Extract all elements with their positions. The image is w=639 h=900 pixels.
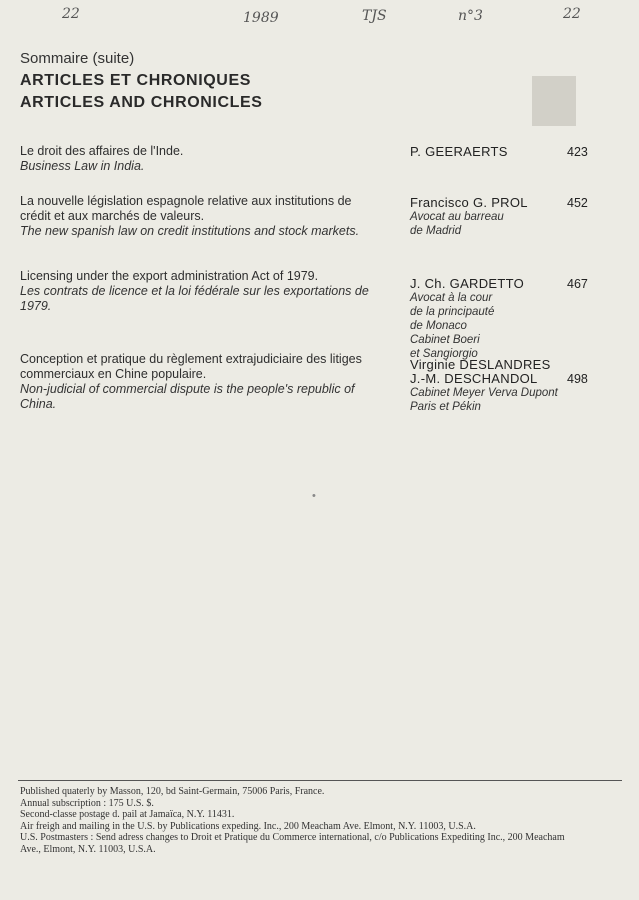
article-3-affiliation-line: Cabinet Boeri [410, 334, 480, 346]
article-3-affiliation-line: de la principauté [410, 306, 495, 318]
article-1-author: P. GEERAERTS [410, 144, 508, 159]
article-4-affiliation-line: Cabinet Meyer Verva Dupont [410, 387, 558, 399]
article-2 [20, 194, 380, 239]
article-2-french-title: La nouvelle législation espagnole relative aux institutions de crédit et aux marchés de valeurs. [20, 194, 352, 223]
article-3-author-block [410, 277, 580, 361]
handwritten-annotation-4: n°3 [458, 8, 483, 24]
article-2-author-block [410, 196, 580, 238]
article-4-french-title: Conception et pratique du règlement extrajudiciaire des litiges commerciaux en Chine populaire. [20, 352, 362, 381]
article-3-affiliation-line: et Sangiorgio [410, 348, 478, 360]
article-3-author: J. Ch. GARDETTO [410, 276, 525, 291]
article-4-english-title: Non-judicial of commercial dispute is the people's republic of China. [20, 382, 355, 411]
footer-line: Air freigh and mailing in the U.S. by Publications expeding. Inc., 200 Meacham Ave. Elmont, N.Y. 11003, U.S.A. [20, 820, 476, 832]
article-2-affiliation-line: Avocat au barreau [410, 211, 504, 223]
footer-rule [18, 780, 622, 781]
article-2-affiliation-line: de Madrid [410, 225, 462, 237]
article-1-author-block [410, 145, 580, 159]
article-3-affiliation-line: de Monaco [410, 320, 467, 332]
article-1-page-number: 423 [567, 145, 588, 159]
bleed-through-logo [532, 76, 576, 126]
handwritten-annotation-2: 1989 [243, 10, 279, 26]
article-3-page-number: 467 [567, 277, 588, 291]
article-1-french-title: Le droit des affaires de l'Inde. [20, 144, 184, 158]
article-2-author: Francisco G. PROL [410, 195, 528, 210]
heading-french: ARTICLES ET CHRONIQUES [20, 72, 251, 89]
article-3-english-title: Les contrats de licence et la loi fédérale sur les exportations de 1979. [20, 284, 369, 313]
footer-line: U.S. Postmasters : Send adress changes to Droit et Pratique du Commerce international, c/o Publications Expediting Inc., 200 Meacham Ave., Elmont, N.Y. 11003, U.S.A. [20, 832, 565, 855]
article-3-french-title: Licensing under the export administration Act of 1979. [20, 269, 319, 283]
publication-footer [20, 786, 580, 855]
article-3 [20, 269, 380, 314]
article-4-author-block [410, 358, 580, 414]
footer-line: Published quaterly by Masson, 120, bd Saint-Germain, 75006 Paris, France. [20, 786, 325, 797]
article-1 [20, 144, 380, 174]
article-2-english-title: The new spanish law on credit institutions and stock markets. [20, 224, 360, 238]
footer-line: Second-classe postage d. pail at Jamaïca, N.Y. 11431. [20, 809, 235, 820]
footer-line: Annual subscription : 175 U.S. $. [20, 797, 154, 809]
handwritten-annotation-5: 22 [563, 6, 581, 22]
article-3-affiliation-line: Avocat à la cour [410, 292, 493, 304]
article-1-english-title: Business Law in India. [20, 159, 145, 173]
handwritten-annotation-1: 22 [62, 6, 80, 22]
article-4-affiliation-line: Paris et Pékin [410, 401, 481, 413]
section-label: Sommaire (suite) [20, 50, 135, 67]
heading-english: ARTICLES AND CHRONICLES [20, 94, 263, 111]
article-4-author: J.-M. DESCHANDOL [410, 371, 538, 386]
article-4-page-number: 498 [567, 372, 588, 386]
article-4-author: Virginie DESLANDRES [410, 357, 551, 372]
article-2-page-number: 452 [567, 196, 588, 210]
handwritten-annotation-3: TJS [362, 8, 387, 24]
article-4 [20, 352, 380, 412]
stray-mark: • [312, 490, 316, 502]
